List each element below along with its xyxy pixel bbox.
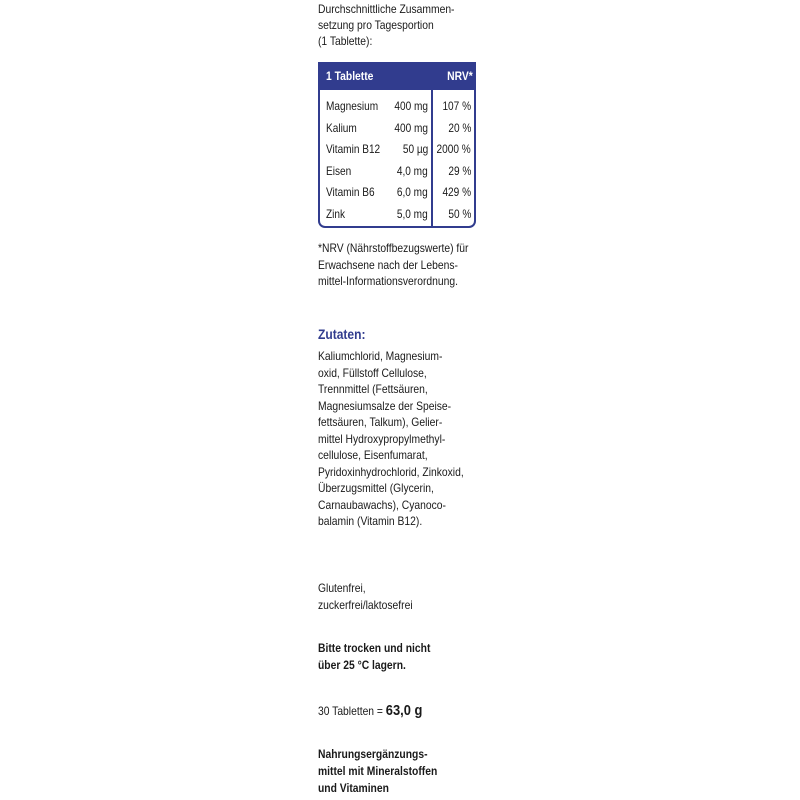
table-row: [320, 206, 474, 228]
product-designation: Nahrungsergänzungs- mittel mit Mineralstoffen und Vitaminen: [318, 747, 438, 795]
composition-intro: Durchschnittliche Zusammen- setzung pro Tagesportion (1 Tablette):: [318, 2, 455, 48]
nutrient-name: Vitamin B12: [326, 142, 381, 156]
nutrition-table-header: [318, 62, 476, 90]
table-row: [320, 163, 474, 185]
nutrition-rows: [320, 98, 474, 227]
serving-size-heading: 1 Tablette: [326, 69, 374, 83]
nrv-footnote: *NRV (Nährstoffbezugswerte) für Erwachsene nach der Lebens- mittel-Informationsverordnung.: [318, 241, 469, 288]
nutrient-nrv: 50 %: [448, 206, 471, 221]
ingredients-heading: Zutaten:: [318, 326, 366, 342]
storage-instructions: Bitte trocken und nicht über 25 °C lagern.: [318, 641, 431, 672]
tablet-count: 30 Tabletten =: [318, 704, 386, 718]
nutrient-nrv: 2000 %: [436, 142, 471, 156]
nutrient-name: Vitamin B6: [326, 185, 375, 199]
ingredients-list: Kaliumchlorid, Magnesium- oxid, Füllstoff Cellulose, Trennmittel (Fettsäuren, Magnesiumsalze der Speise- fettsäuren, Talkum), Gelier- mittel Hydroxypropylmethyl- cellulose, Eisenfumarat, Pyridoxinhydrochlorid, Zinkoxid, Überzugsmittel (Glycerin, Carnaubawachs), Cyanoco- balamin (Vitamin B12).: [318, 349, 464, 528]
table-row: [320, 141, 474, 163]
nutrient-nrv: 29 %: [448, 163, 471, 178]
nutrient-nrv: 20 %: [448, 120, 471, 135]
nutrient-name: Eisen: [326, 163, 352, 178]
package-quantity: [318, 702, 422, 720]
dietary-note: Glutenfrei, zuckerfrei/laktosefrei: [318, 581, 413, 612]
nutrient-amount: 6,0 mg: [397, 185, 428, 199]
nutrient-name: Magnesium: [326, 99, 379, 113]
table-row: [320, 98, 474, 120]
nutrition-table: [318, 62, 476, 228]
nutrient-amount: 400 mg: [394, 99, 428, 113]
nutrient-nrv: 107 %: [442, 99, 471, 113]
net-weight: 63,0 g: [385, 702, 423, 719]
nutrient-amount: 4,0 mg: [397, 163, 428, 178]
nutrient-amount: 5,0 mg: [397, 206, 428, 221]
nutrient-nrv: 429 %: [442, 185, 471, 199]
nutrient-name: Kalium: [326, 120, 357, 135]
nutrient-amount: 400 mg: [394, 120, 428, 135]
nutrient-amount: 50 µg: [402, 142, 428, 156]
nutrient-name: Zink: [326, 206, 346, 221]
table-row: [320, 120, 474, 142]
table-row: [320, 184, 474, 206]
nrv-heading: NRV*: [447, 69, 473, 83]
